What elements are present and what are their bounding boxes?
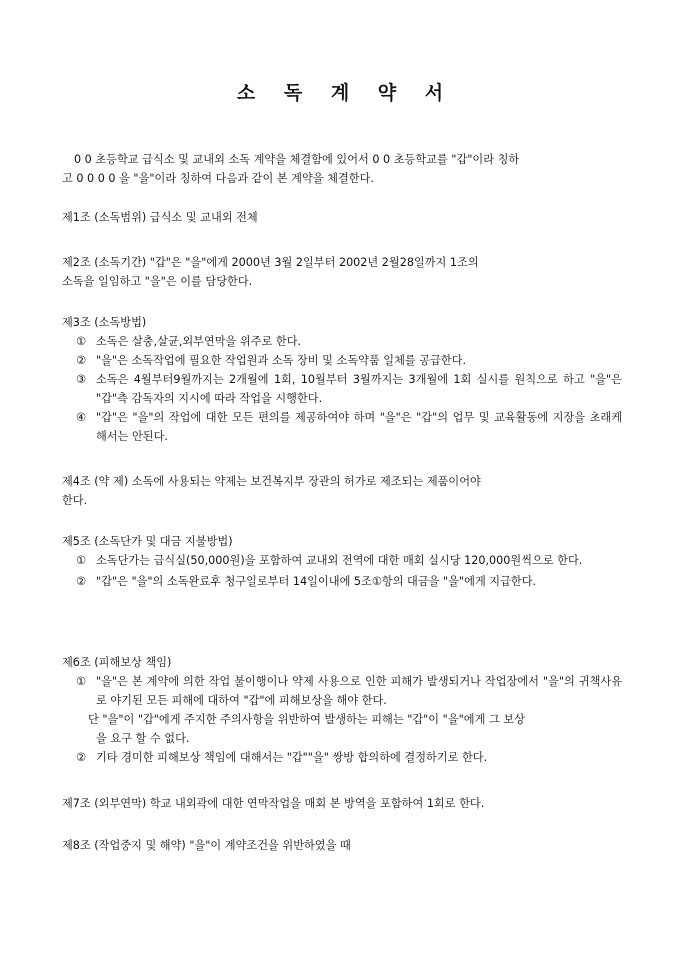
- item-number: ②: [76, 575, 87, 588]
- article-6-item-1: [76, 672, 622, 710]
- article-5-heading: 제5조 (소독단가 및 대금 지불방법): [62, 535, 233, 548]
- article-7: 제7조 (외부연막) 학교 내외곽에 대한 연막작업을 매회 본 방역을 포함하여 1회로 한다.: [62, 797, 485, 810]
- intro-line-2: 고 0 0 0 0 을 "을"이라 칭하여 다음과 같이 본 계약을 체결한다.: [62, 172, 374, 185]
- article-5-item-1: [76, 551, 622, 570]
- item-text: 소독은 살충,살균,외부연막을 위주로 한다.: [96, 335, 302, 348]
- article-3-items: [62, 332, 622, 446]
- item-number: ①: [76, 554, 87, 567]
- item-text: "갑"은 "을"의 소독완료후 청구일로부터 14일이내에 5조①항의 대금을 "을"에게 지급한다.: [96, 575, 537, 588]
- article-3: [62, 313, 622, 446]
- article-5: [62, 532, 622, 591]
- item-text: 기타 경미한 피해보상 책임에 대해서는 "갑""을" 쌍방 합의하에 결정하기로 한다.: [96, 751, 488, 764]
- intro-line-1: 0 0 초등학교 급식소 및 교내외 소독 계약을 체결함에 있어서 0 0 초등학교를 "갑"이라 칭하: [74, 153, 520, 166]
- intro-paragraph: [62, 150, 622, 188]
- article-3-item-1: [76, 332, 622, 351]
- article-6-note-line-1: 단 "을"이 "갑"에게 주지한 주의사항을 위반하여 발생하는 피해는 "갑"이 "을"에게 그 보상: [88, 713, 525, 726]
- article-4-line-2: 한다.: [62, 494, 88, 507]
- article-4: [62, 472, 622, 510]
- item-number: ②: [76, 354, 87, 367]
- item-number: ①: [76, 675, 87, 688]
- item-text: "을"은 본 계약에 의한 작업 불이행이나 약제 사용으로 인한 피해가 발생되거나 작업장에서 "을"의 귀책사유로 야기된 모든 피해에 대하여 "갑"에 피해보상을 해야 한다.: [96, 675, 622, 707]
- article-2-line-1: 제2조 (소독기간) "갑"은 "을"에게 2000년 3월 2일부터 2002년 2월28일까지 1조의: [62, 256, 479, 269]
- article-6-item-2: [76, 748, 622, 767]
- article-6-heading: 제6조 (피해보상 책임): [62, 656, 172, 669]
- item-text: "을"은 소독작업에 필요한 작업원과 소독 장비 및 소독약품 일체를 공급한다.: [96, 354, 467, 367]
- article-3-item-4: [76, 408, 622, 446]
- article-2-line-2: 소독을 일임하고 "을"은 이를 담당한다.: [62, 275, 253, 288]
- article-6: [62, 653, 622, 767]
- article-3-item-3: [76, 370, 622, 408]
- item-text: 소독단가는 급식실(50,000원)을 포함하여 교내외 전역에 대한 매회 실시당 120,000원씩으로 한다.: [96, 554, 583, 567]
- item-text: "갑"은 "을"의 작업에 대한 모든 편의를 제공하여야 하며 "을"은 "갑"의 업무 및 교육활동에 지장을 초래케 해서는 안된다.: [96, 411, 622, 443]
- item-number: ②: [76, 751, 87, 764]
- article-6-note-line-2: 을 요구 할 수 없다.: [96, 732, 190, 745]
- article-8: 제8조 (작업중지 및 해약) "을"이 계약조건을 위반하였을 때: [62, 839, 351, 852]
- article-5-items: [62, 551, 622, 591]
- item-text: 소독은 4월부터9월까지는 2개월에 1회, 10월부터 3월까지는 3개월에 1회 실시를 원칙으로 하고 "을"은 "갑"측 감독자의 지시에 따라 작업을 시행한다.: [96, 373, 622, 405]
- item-number: ①: [76, 335, 87, 348]
- article-3-item-2: [76, 351, 622, 370]
- document-title: 소 독 계 약 서: [236, 82, 455, 104]
- article-3-heading: 제3조 (소독방법): [62, 316, 147, 329]
- article-4-line-1: 제4조 (약 제) 소독에 사용되는 약제는 보건복지부 장관의 허가로 제조되는 제품이어야: [62, 475, 481, 488]
- article-1: 제1조 (소독범위) 급식소 및 교내외 전체: [62, 211, 258, 224]
- article-6-items: [62, 672, 622, 767]
- item-number: ③: [76, 373, 87, 386]
- item-number: ④: [76, 411, 87, 424]
- article-2: [62, 253, 622, 291]
- article-5-item-2: [76, 572, 622, 591]
